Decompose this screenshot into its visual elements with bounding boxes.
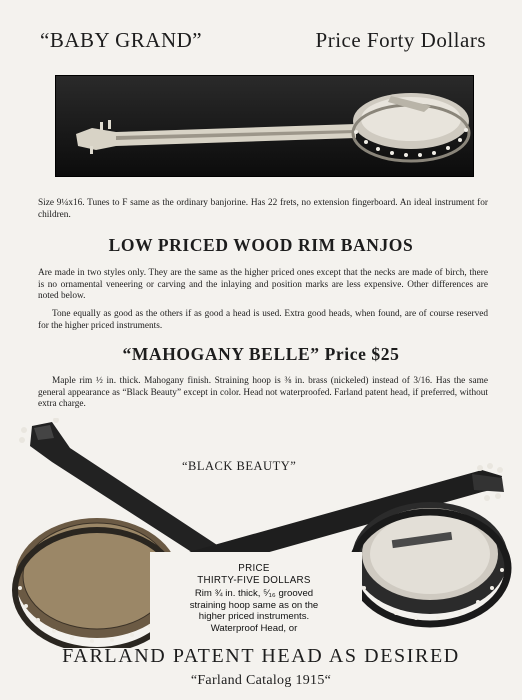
section-heading-mahogany-belle: “MAHOGANY BELLE” Price $25	[122, 344, 400, 364]
desc-line: Rim ¾ in. thick, ⁵⁄₁₆ grooved	[194, 588, 314, 599]
black-beauty-details	[150, 563, 358, 634]
banjo-image	[56, 76, 473, 176]
tagline: FARLAND PATENT HEAD AS DESIRED	[62, 645, 460, 667]
black-beauty-caption: “BLACK BEAUTY”	[182, 459, 297, 473]
mahogany-belle-paragraph: Maple rim ½ in. thick. Mahogany finish. Straining hoop is ⅜ in. brass (nickeled) instead of 3/16. Has the same general appearance as “Black Beauty” except in color. Head not waterproofed. Farland patent head, if preferred, without extra charge.	[38, 376, 488, 409]
desc-line: higher priced instruments.	[198, 611, 310, 622]
baby-grand-description: Size 9¼x16. Tunes to F same as the ordinary banjorine. Has 22 frets, no extension fingerboard. An ideal instrument for children.	[38, 198, 488, 220]
desc-line: Waterproof Head, or	[210, 622, 298, 634]
baby-grand-banjo-photo	[55, 75, 474, 177]
page-title: “BABY GRAND”	[40, 28, 203, 52]
low-priced-paragraph-1: Are made in two styles only. They are the same as the higher priced ones except that the necks are made of birch, there is no ornamental veneering or carving and the inlaying and position marks are less expensive. Other differences are noted below.	[38, 268, 488, 301]
price-label: PRICE	[238, 563, 270, 574]
header-price: Price Forty Dollars	[315, 28, 486, 52]
low-priced-paragraph-2: Tone equally as good as the others if as good a head is used. Extra good heads, when found, are of course reserved for the higher priced instruments.	[38, 309, 488, 331]
footer-caption: “Farland Catalog 1915“	[190, 673, 332, 688]
price-value: THIRTY-FIVE DOLLARS	[197, 574, 311, 586]
desc-line: straining hoop same as on the	[189, 599, 319, 611]
section-heading-low-priced: LOW PRICED WOOD RIM BANJOS	[108, 235, 414, 255]
